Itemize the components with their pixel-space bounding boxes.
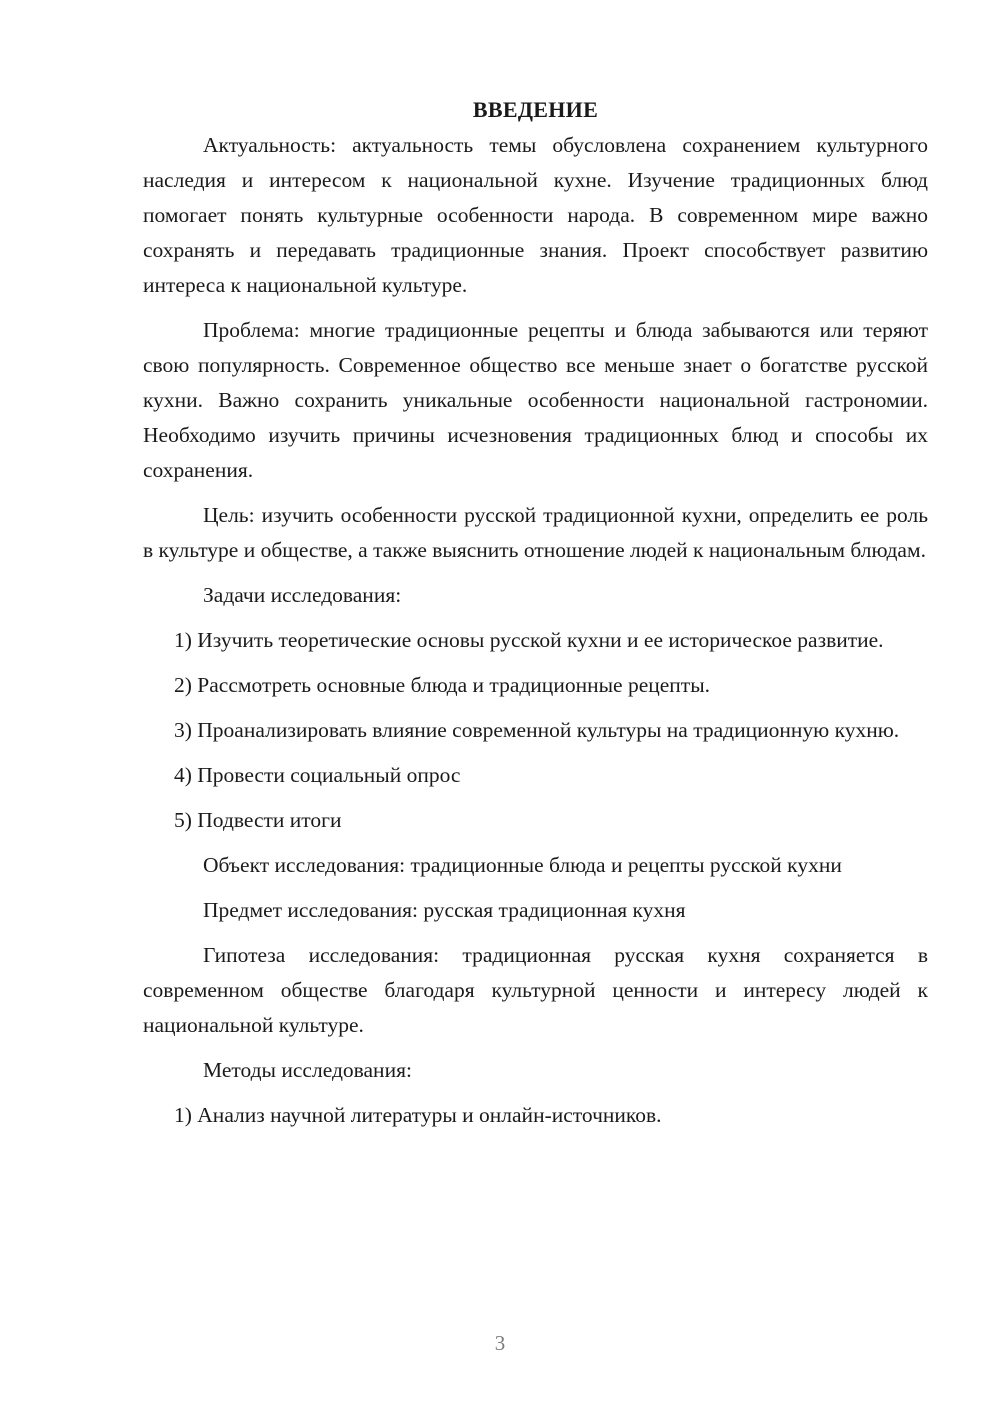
- document-page: [143, 92, 928, 1133]
- section-title: ВВЕДЕНИЕ: [472, 97, 599, 122]
- task-item-1: 1) Изучить теоретические основы русской кухни и ее историческое развитие.: [174, 628, 884, 652]
- paragraph-tasks-heading: Задачи исследования:: [203, 583, 402, 607]
- paragraph-object: Объект исследования: традиционные блюда и рецепты русской кухни: [203, 853, 842, 877]
- paragraph-subject: Предмет исследования: русская традиционная кухня: [203, 898, 686, 922]
- task-item-5: 5) Подвести итоги: [174, 808, 342, 832]
- paragraph-methods-heading: Методы исследования:: [203, 1058, 412, 1082]
- paragraph-hypothesis: Гипотеза исследования: традиционная русская кухня сохраняется в современном обществе благодаря культурной ценности и интересу людей к национальной культуре.: [143, 943, 928, 1037]
- task-item-2: 2) Рассмотреть основные блюда и традиционные рецепты.: [174, 673, 711, 697]
- task-item-3: 3) Проанализировать влияние современной культуры на традиционную кухню.: [174, 718, 900, 742]
- page-number: 3: [494, 1331, 506, 1355]
- task-item-4: 4) Провести социальный опрос: [174, 763, 461, 787]
- paragraph-relevance: Актуальность: актуальность темы обусловлена сохранением культурного наследия и интересом к национальной кухне. Изучение традиционных блюд помогает понять культурные особенности народа. В современном мире важно сохранять и передавать традиционные знания. Проект способствует развитию интереса к национальной культуре.: [143, 133, 928, 297]
- paragraph-goal: Цель: изучить особенности русской традиционной кухни, определить ее роль в культуре и обществе, а также выяснить отношение людей к национальным блюдам.: [143, 503, 928, 562]
- paragraph-problem: Проблема: многие традиционные рецепты и блюда забываются или теряют свою популярность. Современное общество все меньше знает о богатстве русской кухни. Важно сохранить уникальные особенности национальной гастрономии. Необходимо изучить причины исчезновения традиционных блюд и способы их сохранения.: [143, 318, 928, 482]
- method-item-1: 1) Анализ научной литературы и онлайн-источников.: [174, 1103, 662, 1127]
